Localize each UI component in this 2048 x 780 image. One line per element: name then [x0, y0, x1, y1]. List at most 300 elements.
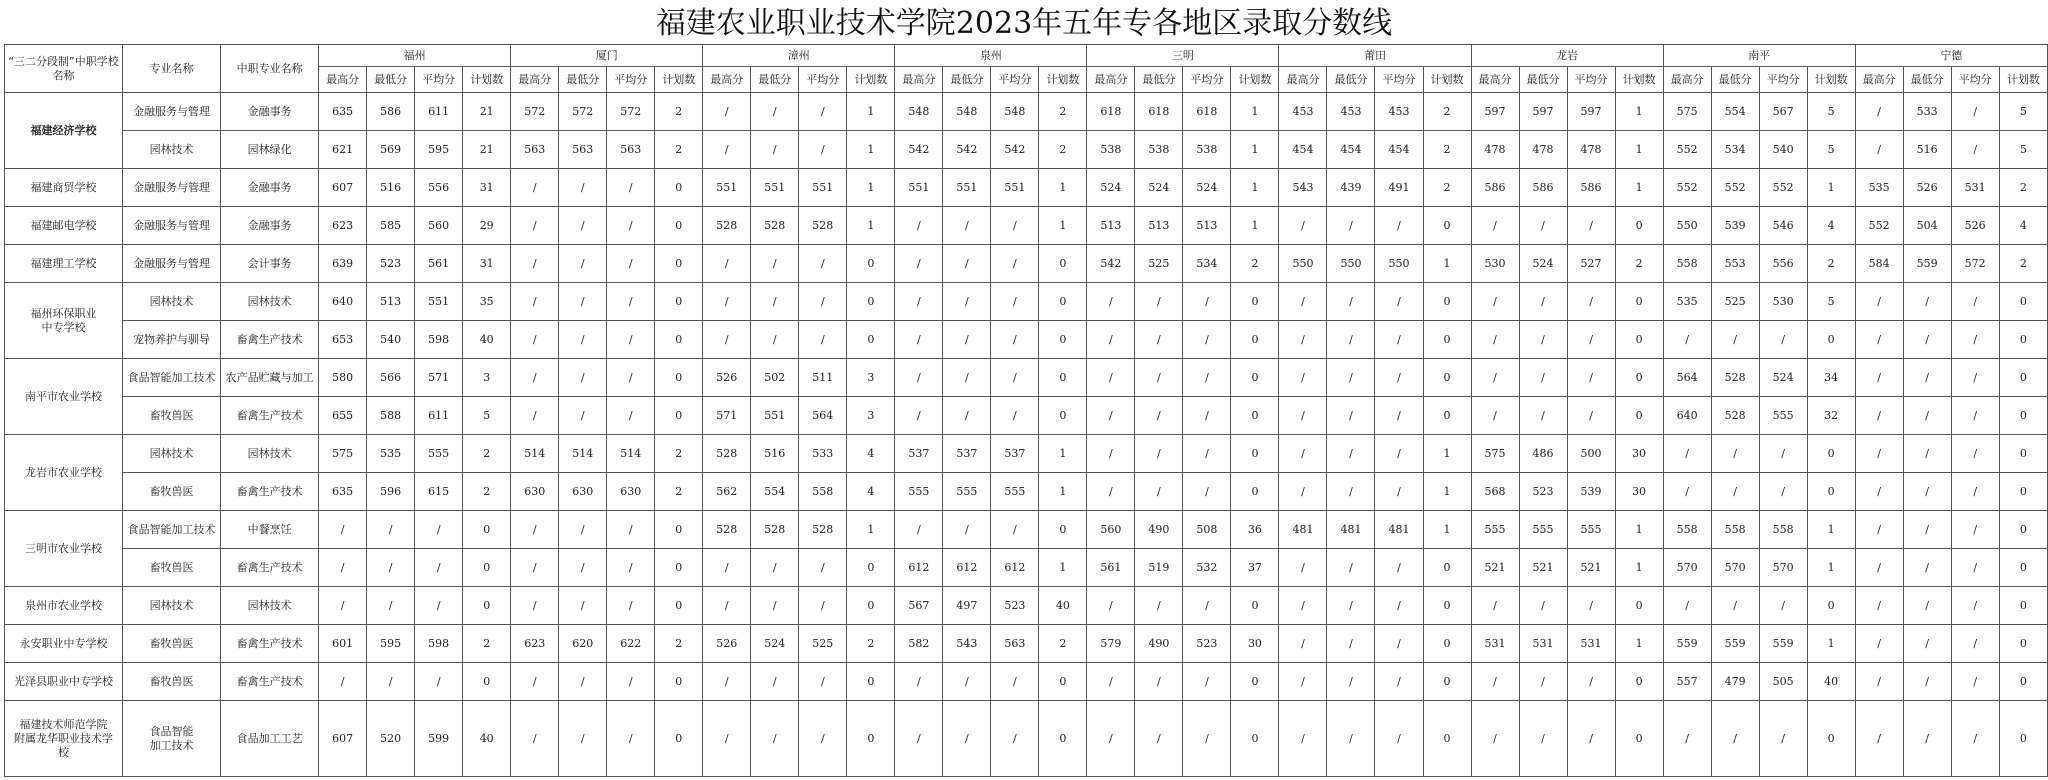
sub-major-header: 中职专业名称 — [221, 45, 319, 93]
metric-header: 最高分 — [1663, 67, 1711, 93]
score-cell: / — [1951, 397, 1999, 435]
table-row — [5, 473, 2048, 511]
score-cell: 0 — [1039, 283, 1087, 321]
score-cell: 572 — [1951, 245, 1999, 283]
score-cell: 556 — [415, 169, 463, 207]
score-cell: / — [1567, 701, 1615, 777]
score-cell: 548 — [943, 93, 991, 131]
score-cell: 575 — [1663, 93, 1711, 131]
region-header: 龙岩 — [1471, 45, 1663, 67]
score-cell: 511 — [799, 359, 847, 397]
score-cell: / — [1279, 359, 1327, 397]
score-cell: / — [895, 245, 943, 283]
sub-major-cell: 畜禽生产技术 — [221, 397, 319, 435]
score-cell: / — [991, 511, 1039, 549]
score-cell: 491 — [1375, 169, 1423, 207]
score-cell: / — [991, 397, 1039, 435]
score-cell: / — [1087, 283, 1135, 321]
score-cell: 540 — [1759, 131, 1807, 169]
score-cell: 630 — [511, 473, 559, 511]
score-cell: 551 — [751, 397, 799, 435]
score-cell: / — [559, 587, 607, 625]
score-cell: / — [1567, 207, 1615, 245]
score-cell: 0 — [1615, 207, 1663, 245]
score-cell: / — [1855, 701, 1903, 777]
score-cell: / — [1903, 283, 1951, 321]
score-cell: 550 — [1375, 245, 1423, 283]
score-cell: 552 — [1711, 169, 1759, 207]
school-name-cell: 福建商贸学校 — [5, 169, 123, 207]
score-cell: 0 — [655, 207, 703, 245]
score-cell: / — [703, 701, 751, 777]
score-cell: 559 — [1711, 625, 1759, 663]
score-cell: 1 — [1039, 207, 1087, 245]
metric-header: 最低分 — [559, 67, 607, 93]
score-cell: 1 — [1423, 511, 1471, 549]
score-cell: 0 — [655, 397, 703, 435]
table-row — [5, 435, 2048, 473]
score-cell: 1 — [1039, 435, 1087, 473]
score-cell: 2 — [1999, 169, 2047, 207]
score-cell: / — [751, 283, 799, 321]
score-cell: / — [511, 359, 559, 397]
score-cell: / — [607, 701, 655, 777]
metric-header: 计划数 — [1039, 67, 1087, 93]
school-name-cell: 永安职业中专学校 — [5, 625, 123, 663]
major-name-cell: 园林技术 — [123, 283, 221, 321]
score-cell: / — [511, 169, 559, 207]
score-cell: 0 — [1999, 701, 2047, 777]
score-cell: 0 — [655, 549, 703, 587]
score-cell: 5 — [1807, 131, 1855, 169]
score-cell: 486 — [1519, 435, 1567, 473]
score-cell: / — [1855, 587, 1903, 625]
score-cell: / — [1279, 663, 1327, 701]
score-cell: 0 — [1807, 321, 1855, 359]
score-cell: / — [1327, 283, 1375, 321]
score-cell: / — [799, 321, 847, 359]
score-cell: 558 — [1759, 511, 1807, 549]
sub-major-cell: 农产品贮藏与加工 — [221, 359, 319, 397]
score-cell: 502 — [751, 359, 799, 397]
score-cell: / — [1951, 93, 1999, 131]
score-cell: 508 — [1183, 511, 1231, 549]
score-cell: 0 — [1999, 663, 2047, 701]
score-cell: 561 — [415, 245, 463, 283]
score-cell: / — [943, 245, 991, 283]
score-cell: 521 — [1567, 549, 1615, 587]
score-cell: 0 — [847, 549, 895, 587]
score-cell: 595 — [415, 131, 463, 169]
score-cell: / — [1471, 663, 1519, 701]
score-cell: 0 — [1231, 587, 1279, 625]
score-cell: 538 — [1087, 131, 1135, 169]
score-cell: 1 — [1039, 169, 1087, 207]
score-cell: 533 — [799, 435, 847, 473]
score-cell: / — [607, 549, 655, 587]
score-cell: / — [415, 663, 463, 701]
score-cell: 1 — [1807, 169, 1855, 207]
score-cell: / — [1951, 549, 1999, 587]
score-cell: / — [895, 283, 943, 321]
score-cell: 560 — [415, 207, 463, 245]
metric-header: 平均分 — [991, 67, 1039, 93]
score-cell: 595 — [367, 625, 415, 663]
score-cell: / — [1471, 321, 1519, 359]
score-cell: / — [1951, 321, 1999, 359]
score-cell: 0 — [847, 321, 895, 359]
score-cell: / — [1519, 701, 1567, 777]
score-cell: 555 — [1519, 511, 1567, 549]
score-cell: 533 — [1903, 93, 1951, 131]
score-cell: / — [1519, 207, 1567, 245]
school-name-cell: 三明市农业学校 — [5, 511, 123, 587]
score-cell: / — [1855, 625, 1903, 663]
sub-major-cell: 畜禽生产技术 — [221, 549, 319, 587]
score-cell: 30 — [1615, 435, 1663, 473]
score-cell: / — [943, 397, 991, 435]
score-cell: 2 — [655, 625, 703, 663]
score-cell: 640 — [319, 283, 367, 321]
score-cell: 560 — [1087, 511, 1135, 549]
score-cell: 0 — [463, 511, 511, 549]
sub-major-cell: 畜禽生产技术 — [221, 625, 319, 663]
score-cell: 525 — [1711, 283, 1759, 321]
score-cell: / — [751, 549, 799, 587]
major-name-cell: 畜牧兽医 — [123, 549, 221, 587]
score-cell: / — [607, 663, 655, 701]
score-cell: / — [1951, 435, 1999, 473]
score-cell: / — [1759, 321, 1807, 359]
score-cell: / — [559, 321, 607, 359]
score-cell: 0 — [655, 701, 703, 777]
score-cell: / — [703, 321, 751, 359]
score-cell: 513 — [367, 283, 415, 321]
score-cell: / — [799, 549, 847, 587]
score-cell: / — [559, 283, 607, 321]
score-cell: 563 — [511, 131, 559, 169]
score-cell: / — [1327, 435, 1375, 473]
sub-major-cell: 畜禽生产技术 — [221, 473, 319, 511]
score-cell: / — [703, 587, 751, 625]
score-cell: / — [1327, 473, 1375, 511]
sub-major-cell: 中餐烹饪 — [221, 511, 319, 549]
score-cell: 516 — [1903, 131, 1951, 169]
score-cell: 30 — [1231, 625, 1279, 663]
score-cell: / — [991, 701, 1039, 777]
score-cell: 571 — [703, 397, 751, 435]
score-cell: 528 — [703, 207, 751, 245]
score-cell: 2 — [1423, 169, 1471, 207]
school-name-cell: 福州环保职业 中专学校 — [5, 283, 123, 359]
score-cell: / — [1663, 321, 1711, 359]
score-cell: 531 — [1951, 169, 1999, 207]
score-cell: 0 — [655, 511, 703, 549]
metric-header: 最高分 — [1279, 67, 1327, 93]
score-cell: / — [895, 321, 943, 359]
score-cell: 540 — [367, 321, 415, 359]
score-cell: / — [559, 397, 607, 435]
score-cell: 31 — [463, 245, 511, 283]
score-cell: 40 — [463, 701, 511, 777]
score-cell: 564 — [1663, 359, 1711, 397]
sub-major-cell: 金融事务 — [221, 169, 319, 207]
score-cell: / — [1903, 511, 1951, 549]
major-header: 专业名称 — [123, 45, 221, 93]
score-cell: 0 — [1039, 511, 1087, 549]
score-cell: 0 — [1999, 549, 2047, 587]
score-cell: 0 — [463, 587, 511, 625]
score-cell: / — [559, 169, 607, 207]
score-cell: 525 — [1135, 245, 1183, 283]
region-header: 漳州 — [703, 45, 895, 67]
score-cell: / — [511, 587, 559, 625]
score-cell: 0 — [655, 169, 703, 207]
score-cell: / — [1327, 359, 1375, 397]
score-cell: 479 — [1711, 663, 1759, 701]
region-header: 三明 — [1087, 45, 1279, 67]
score-cell: 439 — [1327, 169, 1375, 207]
score-cell: / — [1375, 359, 1423, 397]
score-cell: 567 — [1759, 93, 1807, 131]
score-cell: 559 — [1903, 245, 1951, 283]
score-cell: 597 — [1519, 93, 1567, 131]
score-cell: 37 — [1231, 549, 1279, 587]
score-cell: 528 — [751, 207, 799, 245]
score-cell: 543 — [1279, 169, 1327, 207]
score-cell: 0 — [1423, 359, 1471, 397]
score-cell: / — [1519, 359, 1567, 397]
score-cell: 0 — [1999, 587, 2047, 625]
sub-major-cell: 园林技术 — [221, 587, 319, 625]
score-cell: 1 — [847, 207, 895, 245]
score-cell: 0 — [463, 663, 511, 701]
score-cell: 2 — [1807, 245, 1855, 283]
score-cell: 0 — [1807, 473, 1855, 511]
score-cell: 0 — [847, 701, 895, 777]
score-cell: 0 — [847, 663, 895, 701]
score-cell: / — [511, 511, 559, 549]
score-cell: / — [991, 207, 1039, 245]
score-cell: 585 — [367, 207, 415, 245]
score-cell: 542 — [991, 131, 1039, 169]
score-cell: 548 — [991, 93, 1039, 131]
table-body — [5, 93, 2048, 777]
table-row — [5, 663, 2048, 701]
header-row-regions — [5, 45, 2048, 67]
score-cell: 521 — [1519, 549, 1567, 587]
score-cell: 586 — [1567, 169, 1615, 207]
score-cell: / — [751, 701, 799, 777]
score-cell: 524 — [751, 625, 799, 663]
score-cell: / — [799, 587, 847, 625]
score-cell: / — [1183, 359, 1231, 397]
score-cell: 30 — [1615, 473, 1663, 511]
score-cell: / — [1567, 663, 1615, 701]
score-cell: / — [559, 663, 607, 701]
score-cell: 0 — [1231, 663, 1279, 701]
score-cell: / — [799, 701, 847, 777]
table-row — [5, 169, 2048, 207]
score-cell: 520 — [367, 701, 415, 777]
score-cell: 539 — [1567, 473, 1615, 511]
score-cell: / — [703, 131, 751, 169]
score-cell: 1 — [847, 131, 895, 169]
score-cell: 3 — [847, 397, 895, 435]
score-cell: 558 — [1663, 245, 1711, 283]
score-cell: / — [1471, 397, 1519, 435]
score-cell: 0 — [1231, 701, 1279, 777]
score-cell: 537 — [943, 435, 991, 473]
score-cell: 528 — [799, 511, 847, 549]
score-cell: 32 — [1807, 397, 1855, 435]
score-cell: / — [1519, 587, 1567, 625]
score-cell: 2 — [1423, 93, 1471, 131]
score-cell: / — [991, 321, 1039, 359]
score-cell: / — [1567, 321, 1615, 359]
metric-header: 计划数 — [463, 67, 511, 93]
score-cell: 525 — [799, 625, 847, 663]
score-cell: / — [1663, 701, 1711, 777]
score-cell: 1 — [1615, 169, 1663, 207]
score-cell: 0 — [1999, 359, 2047, 397]
score-cell: 535 — [1855, 169, 1903, 207]
score-cell: 513 — [1087, 207, 1135, 245]
score-cell: 0 — [1615, 321, 1663, 359]
score-cell: / — [1471, 359, 1519, 397]
score-cell: 586 — [367, 93, 415, 131]
score-cell: 490 — [1135, 511, 1183, 549]
score-cell: / — [1087, 701, 1135, 777]
score-cell: 0 — [1039, 397, 1087, 435]
score-cell: / — [1855, 321, 1903, 359]
score-cell: / — [367, 587, 415, 625]
score-cell: 481 — [1375, 511, 1423, 549]
score-cell: 478 — [1567, 131, 1615, 169]
score-cell: 524 — [1183, 169, 1231, 207]
score-cell: / — [1759, 701, 1807, 777]
score-cell: 524 — [1519, 245, 1567, 283]
score-cell: / — [559, 549, 607, 587]
score-cell: / — [1375, 283, 1423, 321]
score-cell: / — [703, 245, 751, 283]
score-cell: 1 — [1615, 549, 1663, 587]
score-cell: 653 — [319, 321, 367, 359]
score-cell: 21 — [463, 93, 511, 131]
score-cell: 1 — [1615, 625, 1663, 663]
score-cell: / — [1903, 663, 1951, 701]
major-name-cell: 金融服务与管理 — [123, 207, 221, 245]
score-cell: 538 — [1135, 131, 1183, 169]
major-name-cell: 金融服务与管理 — [123, 93, 221, 131]
score-cell: / — [751, 93, 799, 131]
score-cell: 0 — [1423, 549, 1471, 587]
score-cell: / — [1711, 473, 1759, 511]
score-cell: 556 — [1759, 245, 1807, 283]
score-cell: 597 — [1471, 93, 1519, 131]
score-cell: / — [1567, 587, 1615, 625]
score-cell: / — [1279, 587, 1327, 625]
score-cell: 2 — [1231, 245, 1279, 283]
score-cell: / — [1903, 359, 1951, 397]
score-cell: 0 — [1999, 321, 2047, 359]
score-cell: / — [415, 511, 463, 549]
score-cell: 4 — [847, 435, 895, 473]
score-cell: 5 — [1807, 93, 1855, 131]
score-cell: / — [511, 397, 559, 435]
score-cell: / — [1903, 587, 1951, 625]
score-cell: 526 — [703, 359, 751, 397]
score-cell: / — [319, 663, 367, 701]
score-cell: 0 — [463, 549, 511, 587]
score-cell: / — [703, 93, 751, 131]
score-cell: / — [1135, 283, 1183, 321]
score-cell: / — [1375, 397, 1423, 435]
score-cell: 526 — [703, 625, 751, 663]
score-cell: / — [1327, 701, 1375, 777]
score-cell: 570 — [1711, 549, 1759, 587]
score-cell: 0 — [1999, 625, 2047, 663]
score-cell: / — [1327, 663, 1375, 701]
score-cell: 568 — [1471, 473, 1519, 511]
score-cell: / — [415, 587, 463, 625]
score-cell: / — [1903, 397, 1951, 435]
score-cell: / — [943, 283, 991, 321]
score-cell: / — [1855, 473, 1903, 511]
score-cell: 535 — [367, 435, 415, 473]
score-cell: 0 — [1039, 245, 1087, 283]
score-cell: 597 — [1567, 93, 1615, 131]
score-cell: 524 — [1087, 169, 1135, 207]
score-cell: / — [991, 245, 1039, 283]
score-cell: / — [751, 663, 799, 701]
score-cell: / — [1183, 587, 1231, 625]
score-cell: / — [895, 359, 943, 397]
score-cell: 554 — [751, 473, 799, 511]
score-cell: 0 — [1807, 701, 1855, 777]
school-name-cell: 光泽县职业中专学校 — [5, 663, 123, 701]
score-cell: 0 — [1999, 435, 2047, 473]
score-cell: 552 — [1663, 131, 1711, 169]
score-cell: 453 — [1279, 93, 1327, 131]
score-cell: / — [559, 701, 607, 777]
score-cell: 531 — [1519, 625, 1567, 663]
score-cell: 2 — [463, 625, 511, 663]
score-cell: 1 — [1615, 131, 1663, 169]
score-cell: / — [751, 587, 799, 625]
score-cell: / — [1183, 663, 1231, 701]
score-cell: 0 — [655, 663, 703, 701]
major-name-cell: 食品智能 加工技术 — [123, 701, 221, 777]
region-header: 厦门 — [511, 45, 703, 67]
major-name-cell: 食品智能加工技术 — [123, 511, 221, 549]
score-cell: 453 — [1327, 93, 1375, 131]
score-cell: 0 — [1423, 207, 1471, 245]
score-cell: / — [607, 321, 655, 359]
score-cell: / — [1087, 435, 1135, 473]
score-cell: 630 — [607, 473, 655, 511]
score-cell: 453 — [1375, 93, 1423, 131]
score-cell: 2 — [655, 435, 703, 473]
score-cell: / — [1183, 283, 1231, 321]
score-cell: 615 — [415, 473, 463, 511]
score-cell: 497 — [943, 587, 991, 625]
score-cell: / — [703, 549, 751, 587]
table-row — [5, 131, 2048, 169]
score-cell: / — [1903, 473, 1951, 511]
metric-header: 最高分 — [1471, 67, 1519, 93]
score-cell: / — [1663, 587, 1711, 625]
